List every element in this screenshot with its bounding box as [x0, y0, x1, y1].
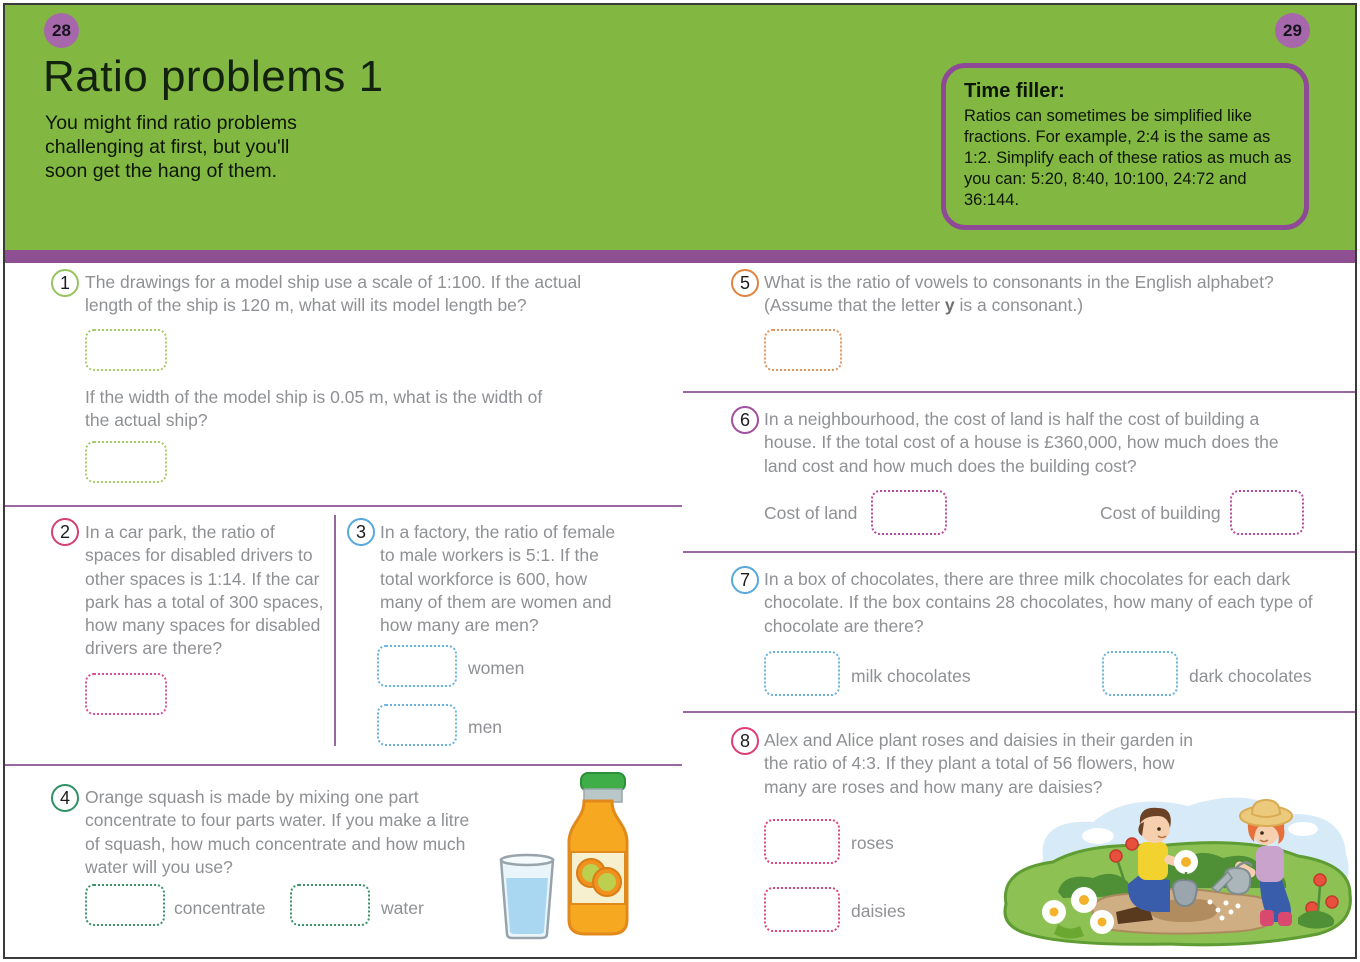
question-8-answer-box-roses[interactable] [764, 819, 840, 864]
question-3-answer-label-women: women [468, 658, 525, 678]
divider-right-3 [683, 711, 1355, 713]
question-2-text: In a car park, the ratio of spaces for disabled drivers to other spaces is 1:14. If the car park has a total of 300 spaces, how many spaces for disabled drivers are there? [85, 522, 324, 659]
question-8-number: 8 [731, 727, 759, 755]
question-7-answer-box-dark[interactable] [1102, 651, 1178, 696]
question-4-answer-box-concentrate[interactable] [85, 884, 165, 926]
question-2-answer-box[interactable] [85, 673, 167, 715]
question-7-answer-label-dark: dark chocolates [1189, 666, 1312, 686]
divider-left-1 [5, 505, 682, 507]
question-1-text-part2: If the width of the model ship is 0.05 m, what is the width of the actual ship? [85, 387, 543, 431]
page-subtitle: You might find ratio problems challenging at first, but you'll soon get the hang of them. [45, 112, 297, 182]
time-filler-body: Ratios can sometimes be simplified like fractions. For example, 2:4 is the same as 1:2. Simplify each of these ratios as much as you can: 5:20, 8:40, 10:100, 24:72 and 36:144. [964, 107, 1292, 210]
divider-vertical-q2-q3 [334, 515, 336, 746]
question-6-answer-box-building[interactable] [1230, 490, 1304, 535]
question-5-bold-letter: y [944, 295, 955, 316]
question-5-text-line1: What is the ratio of vowels to consonants in the English alphabet? [764, 272, 1274, 292]
question-6-answer-label-building: Cost of building [1100, 503, 1221, 523]
question-6-number: 6 [731, 406, 759, 434]
question-8-answer-label-roses: roses [851, 833, 894, 853]
question-6-answer-box-land[interactable] [871, 490, 947, 535]
question-1-answer-box-1[interactable] [85, 329, 167, 371]
question-1-text-part1: The drawings for a model ship use a scale of 1:100. If the actual length of the ship is 120 m, what will its model length be? [85, 272, 582, 316]
header-divider-strip [5, 250, 1355, 263]
question-8-answer-box-daisies[interactable] [764, 887, 840, 932]
question-3-answer-box-women[interactable] [377, 645, 457, 687]
question-4-text: Orange squash is made by mixing one part concentrate to four parts water. If you make a litre of squash, how much concentrate and how much water will you use? [85, 787, 470, 877]
divider-left-2 [5, 764, 682, 766]
question-4-answer-box-water[interactable] [290, 884, 370, 926]
water-glass-illustration [501, 855, 553, 938]
page-title: Ratio problems 1 [43, 52, 384, 101]
question-5-text [764, 271, 1344, 318]
question-5-text-line2-post: is a consonant.) [954, 295, 1084, 316]
question-1-number: 1 [51, 269, 79, 297]
question-3-number: 3 [347, 518, 375, 546]
question-4-number: 4 [51, 784, 79, 812]
page-number-right: 29 [1275, 13, 1310, 48]
question-2-number: 2 [51, 518, 79, 546]
time-filler-heading: Time filler: [964, 80, 1065, 102]
question-4-answer-label-water: water [381, 898, 424, 918]
question-5-answer-box[interactable] [764, 329, 842, 371]
time-filler-box [941, 63, 1309, 230]
question-3-answer-box-men[interactable] [377, 704, 457, 746]
question-6-answer-label-land: Cost of land [764, 503, 858, 523]
question-8-answer-label-daisies: daisies [851, 901, 906, 921]
question-7-number: 7 [731, 566, 759, 594]
page-number-left: 28 [44, 13, 79, 48]
question-5-number: 5 [731, 269, 759, 297]
question-5-text-line2-pre: (Assume that the letter [764, 295, 945, 316]
divider-right-1 [683, 391, 1355, 393]
question-7-answer-box-milk[interactable] [764, 651, 840, 696]
juice-bottle-and-glass-illustration [493, 770, 643, 942]
question-4-answer-label-concentrate: concentrate [174, 898, 266, 918]
question-6-text: In a neighbourhood, the cost of land is half the cost of building a house. If the total cost of a house is £360,000, how much does the land cost and how much does the building cost? [764, 409, 1279, 476]
question-1-answer-box-2[interactable] [85, 441, 167, 483]
question-3-text: In a factory, the ratio of female to male workers is 5:1. If the total workforce is 600, how many of them are women and how many are men? [380, 522, 616, 636]
divider-right-2 [683, 551, 1355, 553]
garden-illustration [998, 784, 1358, 950]
question-7-text: In a box of chocolates, there are three milk chocolates for each dark chocolate. If the box contains 28 chocolates, how many of each type of chocolate are there? [764, 569, 1313, 636]
question-8-text: Alex and Alice plant roses and daisies in their garden in the ratio of 4:3. If they plant a total of 56 flowers, how many are roses and how many are daisies? [764, 730, 1194, 797]
question-7-answer-label-milk: milk chocolates [851, 666, 971, 686]
juice-bottle-illustration [569, 773, 627, 934]
question-3-answer-label-men: men [468, 717, 503, 737]
